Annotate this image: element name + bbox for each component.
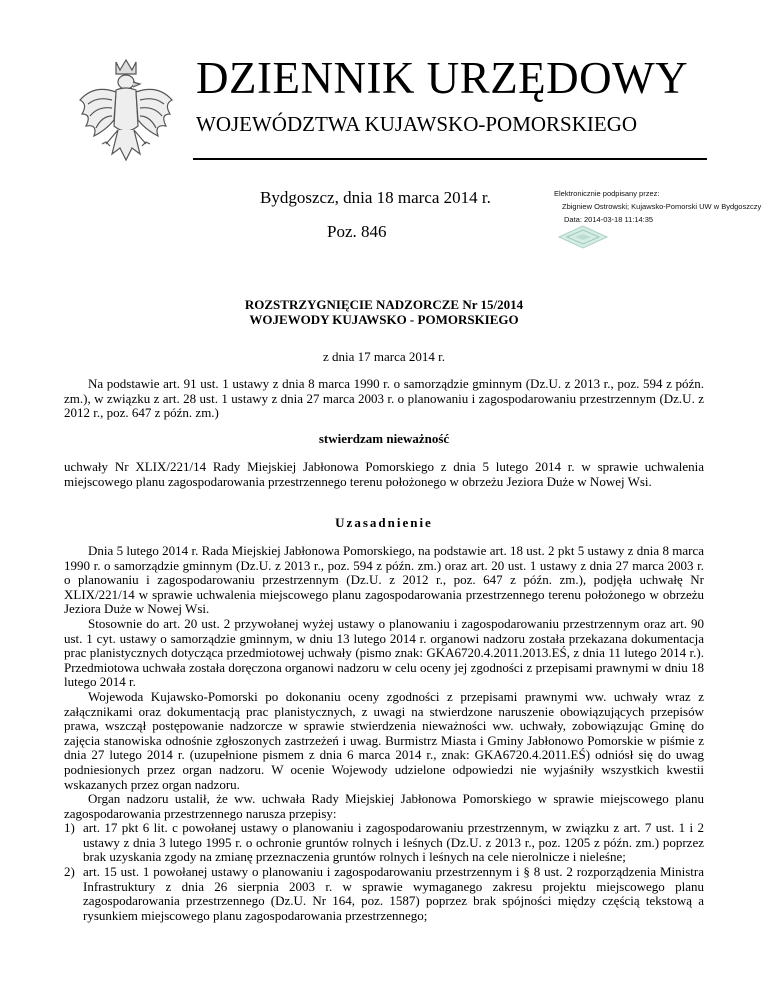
decision-heading: stwierdzam nieważność (318, 431, 450, 446)
legal-basis (64, 377, 704, 421)
list-item (64, 865, 704, 923)
list-item-text: art. 17 pkt 6 lit. c powołanej ustawy o planowaniu i zagospodarowaniu przestrzennym, w związku z art. 7 ust. 1 i 2 ustawy z dnia 3 lutego 1995 r. o ochronie gruntów rolnych i leśnych (Dz.U. z 2013 r., poz. 1205 z późn. zm.) poprzez brak uzyskania zgody na zmianę przeznaczenia gruntów rolnych i leśnych na cele nierolnicze i nieleśne; (83, 820, 704, 865)
justification-paragraph: Dnia 5 lutego 2014 r. Rada Miejskiej Jabłonowa Pomorskiego, na podstawie art. 18 ust. 2 pkt 5 ustawy z dnia 8 marca 1990 r. o samorządzie gminnym (Dz.U. z 2013 r., poz. 594 z późn. zm.) oraz art. 20 ust. 1 ustawy z dnia 27 marca 2003 r. o planowaniu i zagospodarowaniu przestrzennym (Dz.U. z 2012 r., poz. 647 z późn. zm.), podjęła uchwałę Nr XLIX/221/14 w sprawie uchwalenia miejscowego planu zagospodarowania przestrzennego terenu położonego w obrzeżu Jeziora Duże w Nowej Wsi. (64, 543, 704, 617)
electronic-signature (552, 187, 762, 226)
list-item-number: 1) (64, 820, 75, 836)
masthead-title: DZIENNIK URZĘDOWY (196, 53, 689, 103)
signature-line-2: Zbigniew Ostrowski; Kujawsko-Pomorski UW w Bydgoszczy (562, 202, 762, 211)
signature-line-3: Data: 2014-03-18 11:14:35 (564, 215, 654, 224)
list-item (64, 821, 704, 865)
document-title (0, 297, 768, 327)
signature-seal-icon (557, 224, 609, 250)
list-item-text: art. 15 ust. 1 powołanej ustawy o planowaniu i zagospodarowaniu przestrzennym i § 8 ust. 2 rozporządzenia Ministra Infrastruktury z dnia 26 sierpnia 2003 r. w sprawie wymaganego zakresu projektu miejscowego planu zagospodarowania przestrzennego (Dz.U. Nr 164, poz. 1587) poprzez brak spójności między częścią tekstową a rysunkiem miejscowego planu zagospodarowania przestrzennego; (83, 864, 704, 923)
justification-paragraph: Wojewoda Kujawsko-Pomorski po dokonaniu oceny zgodności z przepisami prawnymi ww. uchwały wraz z załącznikami oraz dokumentacją prac planistycznych, z uwagi na stwierdzone naruszenie obowiązujących przepisów prawa, wszczął postępowanie nadzorcze w sprawie stwierdzenia nieważności ww. uchwały, zobowiązując Gminę do zajęcia stanowiska odnośnie zgłoszonych zastrzeżeń i uwag. Burmistrz Miasta i Gminy Jabłonowo Pomorskie w piśmie z dnia 27 lutego 2014 r. (uzupełnione pismem z dnia 6 marca 2014 r., znak: GKA6720.4.2011.EŚ) odniósł się do uwag podniesionych przez organ nadzoru. W ocenie Wojewody udzielone odpowiedzi nie wyjaśniły wszystkich kwestii wskazanych przez organ nadzoru. (64, 688, 704, 792)
decision-object-text: uchwały Nr XLIX/221/14 Rady Miejskiej Jabłonowa Pomorskiego z dnia 5 lutego 2014 r. w sprawie uchwalenia miejscowego planu zagospodarowania przestrzennego terenu położonego w obrzeżu Jeziora Duże w Nowej Wsi. (64, 459, 704, 489)
white-eagle-emblem-icon (72, 56, 180, 174)
justification-paragraph: Stosownie do art. 20 ust. 2 przywołanej wyżej ustawy o planowaniu i zagospodarowaniu przestrzennym oraz art. 90 ust. 1 cyt. ustawy o samorządzie gminnym, w dniu 13 lutego 2014 r. organowi nadzoru została przekazana dokumentacja prac planistycznych dotycząca przedmiotowej uchwały (pismo znak: GKA6720.4.2011.2013.EŚ, z dnia 11 lutego 2014 r.). Przedmiotowa uchwała została doręczona organowi nadzoru w celu oceny jej zgodności z przepisami prawnymi w dniu 18 lutego 2014 r. (64, 615, 704, 690)
justification-body (64, 544, 704, 923)
document-title-line-1: ROZSTRZYGNIĘCIE NADZORCZE Nr 15/2014 (244, 297, 524, 312)
masthead-divider (193, 158, 707, 160)
justification-heading: Uzasadnienie (335, 515, 433, 530)
masthead-subtitle: WOJEWÓDZTWA KUJAWSKO-POMORSKIEGO (196, 112, 638, 136)
list-item-number: 2) (64, 864, 75, 880)
decision-object (64, 460, 704, 489)
position-number: Poz. 846 (327, 222, 387, 241)
document-title-line-2: WOJEWODY KUJAWSKO - POMORSKIEGO (249, 312, 519, 327)
document-date: z dnia 17 marca 2014 r. (322, 349, 445, 364)
place-and-date: Bydgoszcz, dnia 18 marca 2014 r. (260, 188, 491, 207)
justification-paragraph: Organ nadzoru ustalił, że ww. uchwała Rady Miejskiej Jabłonowa Pomorskiego w sprawie miejscowego planu zagospodarowania przestrzennego narusza przepisy: (64, 791, 704, 821)
signature-line-1: Elektronicznie podpisany przez: (554, 189, 660, 198)
legal-basis-text: Na podstawie art. 91 ust. 1 ustawy z dnia 8 marca 1990 r. o samorządzie gminnym (Dz.U. z 2013 r., poz. 594 z późn. zm.), w związku z art. 28 ust. 1 ustawy z dnia 27 marca 2003 r. o planowaniu i zagospodarowaniu przestrzennym (Dz.U. z 2012 r., poz. 647 z późn. zm.) (64, 376, 704, 421)
